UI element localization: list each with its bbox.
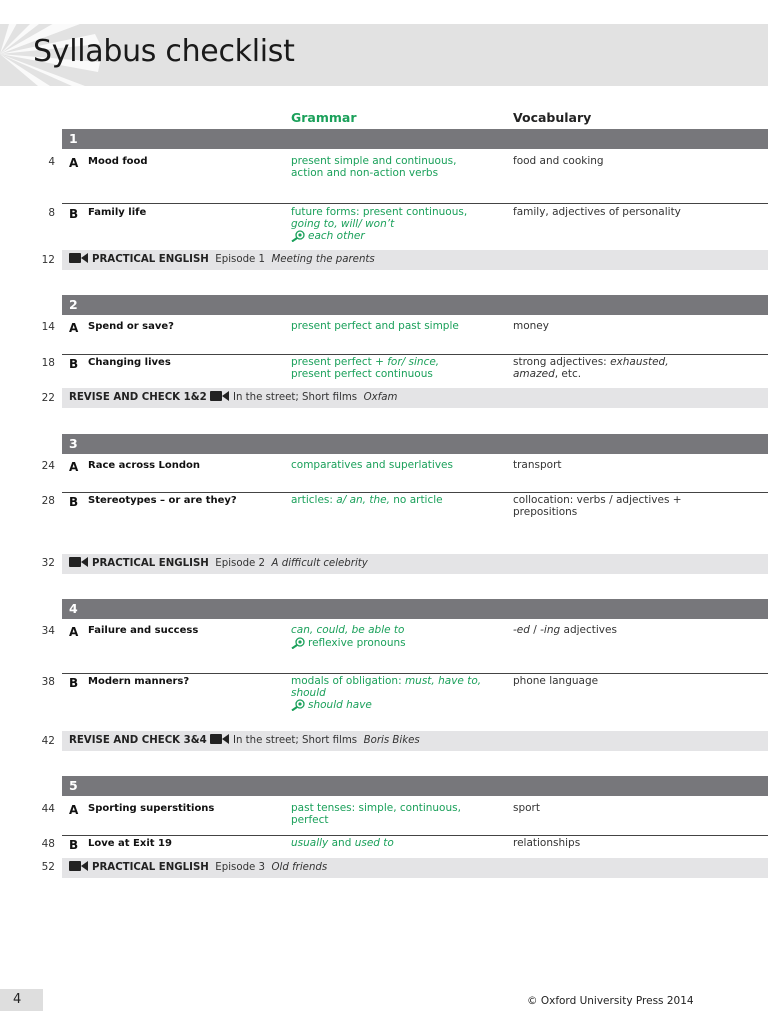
grammar-cell [291, 625, 491, 649]
magnifier-icon [291, 699, 305, 711]
lesson-letter: B [69, 838, 79, 852]
row-divider [62, 835, 768, 836]
vocabulary-cell: family, adjectives of personality [513, 206, 681, 218]
lesson-letter: A [69, 803, 79, 817]
grammar-italic: a/ an, the, [336, 494, 390, 506]
grammar-line: past tenses: simple, continuous, [291, 802, 461, 814]
revise-check-topic: Oxfam [363, 392, 398, 403]
grammar-column-heading: Grammar [291, 110, 357, 125]
page-number: 12 [41, 254, 55, 266]
vocabulary-text: strong adjectives: [513, 356, 611, 368]
video-camera-icon [69, 253, 88, 263]
grammar-italic: should [291, 686, 326, 699]
lesson-title: Race across London [88, 460, 201, 471]
grammar-text: and [328, 837, 355, 849]
grammar-line: perfect [291, 813, 329, 826]
grammar-cell [291, 838, 491, 850]
episode-label: Episode 1 [215, 254, 266, 265]
grammar-text: reflexive pronouns [308, 636, 406, 649]
practical-english-3 [62, 858, 768, 878]
vocabulary-cell: money [513, 320, 549, 332]
revise-and-check-1-2 [62, 388, 768, 408]
row-divider [62, 354, 768, 355]
lesson-letter: A [69, 321, 79, 335]
grammar-cell [291, 803, 491, 826]
unit-bar-2 [62, 295, 768, 315]
grammar-line [291, 230, 491, 243]
grammar-text: articles: [291, 494, 337, 506]
unit-bar-5 [62, 776, 768, 796]
grammar-line [291, 688, 491, 700]
row-divider [62, 203, 768, 204]
row-divider [62, 492, 768, 493]
lesson-title: Family life [88, 207, 147, 218]
footer-page-number: 4 [0, 989, 43, 1011]
grammar-line [291, 219, 491, 231]
page-number: 52 [41, 861, 55, 873]
grammar-line [291, 637, 491, 650]
revise-check-label: REVISE AND CHECK 1&2 [69, 392, 207, 403]
lesson-title: Modern manners? [88, 676, 190, 687]
grammar-text: modals of obligation: [291, 675, 405, 687]
grammar-line: present perfect continuous [291, 367, 433, 380]
lesson-letter: A [69, 625, 79, 639]
page-number: 44 [41, 803, 55, 815]
vocabulary-cell: sport [513, 802, 540, 814]
unit-number: 2 [69, 297, 78, 312]
video-camera-icon [210, 391, 229, 401]
vocabulary-text: adjectives [560, 624, 617, 636]
page-number: 42 [41, 735, 55, 747]
vocabulary-cell [513, 495, 713, 518]
lesson-title: Changing lives [88, 357, 171, 368]
grammar-italic: can, could, be able to [291, 624, 405, 636]
vocabulary-text: , etc. [554, 367, 582, 380]
unit-bar-1 [62, 129, 768, 149]
grammar-line: future forms: present continuous, [291, 206, 468, 218]
grammar-cell [291, 357, 491, 380]
revise-check-text: In the street; Short films [232, 735, 358, 746]
unit-bar-4 [62, 599, 768, 619]
page-number: 22 [41, 392, 55, 404]
lesson-title: Sporting superstitions [88, 803, 215, 814]
lesson-letter: B [69, 495, 79, 509]
vocabulary-italic: -ing [540, 624, 561, 636]
lesson-title: Mood food [88, 156, 148, 167]
page-number: 8 [48, 207, 55, 219]
practical-english-label: PRACTICAL ENGLISH [92, 254, 209, 265]
grammar-cell [291, 676, 491, 712]
lesson-letter: B [69, 676, 79, 690]
vocabulary-cell [513, 625, 713, 637]
vocabulary-italic: -ed [513, 624, 530, 636]
lesson-letter: A [69, 156, 79, 170]
grammar-cell [291, 156, 491, 179]
grammar-cell [291, 495, 491, 507]
page-number: 18 [41, 357, 55, 369]
page-number: 24 [41, 460, 55, 472]
grammar-line [291, 357, 491, 369]
vocabulary-cell: transport [513, 459, 562, 471]
episode-label: Episode 2 [215, 558, 266, 569]
vocabulary-column-heading: Vocabulary [513, 110, 592, 125]
video-camera-icon [69, 861, 88, 871]
vocabulary-cell [513, 357, 713, 380]
lesson-letter: B [69, 207, 79, 221]
video-camera-icon [69, 557, 88, 567]
revise-check-topic: Boris Bikes [363, 735, 420, 746]
grammar-italic: each other [308, 230, 365, 242]
grammar-italic: usually [291, 837, 329, 849]
unit-number: 1 [69, 131, 78, 146]
vocabulary-cell: food and cooking [513, 155, 604, 167]
lesson-title: Spend or save? [88, 321, 174, 332]
episode-topic: A difficult celebrity [271, 558, 368, 569]
magnifier-icon [291, 230, 305, 242]
grammar-italic: should have [308, 699, 372, 711]
vocabulary-line [513, 369, 713, 381]
lesson-letter: B [69, 357, 79, 371]
vocabulary-text: / [529, 624, 541, 636]
grammar-line: present simple and continuous, [291, 155, 457, 167]
copyright-notice: © Oxford University Press 2014 [527, 995, 694, 1007]
episode-topic: Old friends [271, 862, 328, 873]
vocabulary-line: collocation: verbs / adjectives + [513, 494, 682, 506]
grammar-cell: present perfect and past simple [291, 320, 459, 332]
grammar-line [291, 699, 491, 712]
lesson-letter: A [69, 460, 79, 474]
vocabulary-italic: amazed [513, 367, 555, 380]
vocabulary-italic: exhausted, [610, 356, 669, 368]
grammar-italic: going to, will/ won’t [291, 217, 395, 230]
unit-number: 3 [69, 436, 78, 451]
grammar-cell [291, 207, 491, 243]
practical-english-1 [62, 250, 768, 270]
grammar-line [291, 625, 491, 637]
revise-check-label: REVISE AND CHECK 3&4 [69, 735, 207, 746]
row-divider [62, 673, 768, 674]
page-number: 4 [48, 156, 55, 168]
unit-bar-3 [62, 434, 768, 454]
episode-topic: Meeting the parents [271, 254, 375, 265]
grammar-italic: for/ since, [387, 356, 440, 368]
grammar-text: no article [389, 494, 443, 506]
revise-check-text: In the street; Short films [232, 392, 358, 403]
unit-number: 4 [69, 601, 78, 616]
practical-english-label: PRACTICAL ENGLISH [92, 862, 209, 873]
page-title: Syllabus checklist [33, 34, 295, 69]
episode-label: Episode 3 [215, 862, 266, 873]
magnifier-icon [291, 637, 305, 649]
page-number: 14 [41, 321, 55, 333]
page-number: 32 [41, 557, 55, 569]
video-camera-icon [210, 734, 229, 744]
lesson-title: Love at Exit 19 [88, 838, 172, 849]
unit-number: 5 [69, 778, 78, 793]
vocabulary-line: prepositions [513, 505, 578, 518]
revise-and-check-3-4 [62, 731, 768, 751]
grammar-line: action and non-action verbs [291, 166, 439, 179]
practical-english-label: PRACTICAL ENGLISH [92, 558, 209, 569]
page-number: 48 [41, 838, 55, 850]
lesson-title: Stereotypes – or are they? [88, 495, 237, 506]
page-number: 34 [41, 625, 55, 637]
page-number: 38 [41, 676, 55, 688]
grammar-cell: comparatives and superlatives [291, 459, 453, 471]
practical-english-2 [62, 554, 768, 574]
page-number: 28 [41, 495, 55, 507]
grammar-text: present perfect + [291, 356, 388, 368]
vocabulary-cell: phone language [513, 675, 599, 687]
grammar-italic: must, have to, [404, 675, 482, 687]
vocabulary-cell: relationships [513, 837, 581, 849]
grammar-italic: used to [354, 837, 394, 849]
lesson-title: Failure and success [88, 625, 199, 636]
